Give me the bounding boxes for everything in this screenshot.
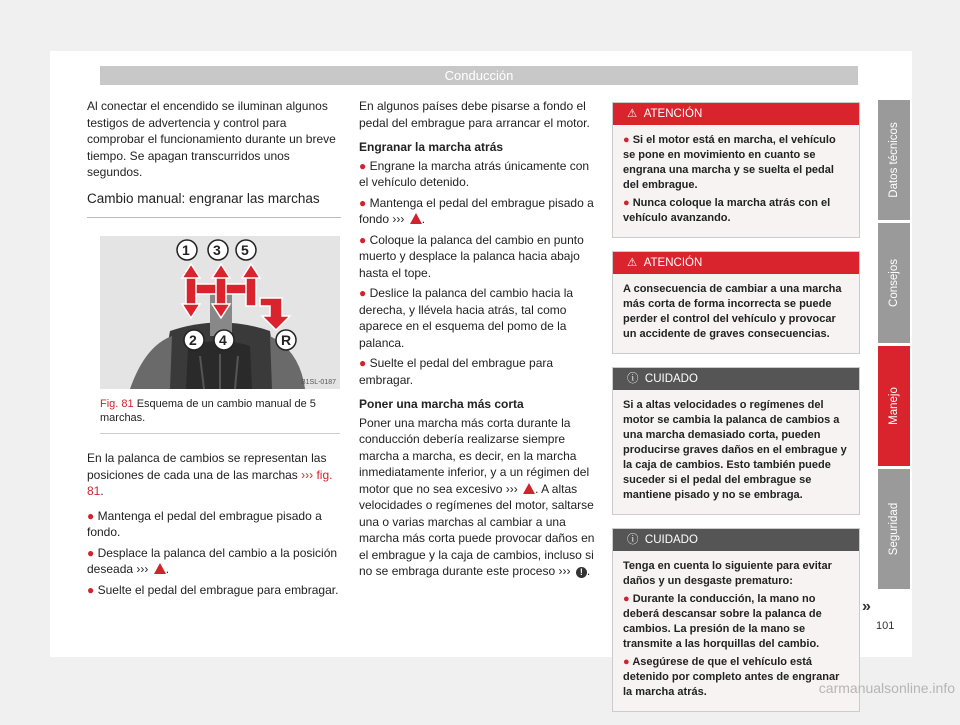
- ref-arrow[interactable]: ›››: [136, 562, 149, 576]
- warning-triangle-icon: [154, 563, 166, 574]
- column-middle: [359, 98, 599, 588]
- gear-label-1: 1: [182, 242, 190, 258]
- intro-paragraph: Al conectar el encendido se iluminan algunos testigos de advertencia y control para comprobar el funcionamiento durante un breve tiempo. Se apagan transcurridos unos segundos.: [87, 99, 336, 179]
- paragraph: En algunos países debe pisarse a fondo el pedal del embrague para arrancar el motor.: [359, 99, 590, 130]
- subheading-shorter: Poner una marcha más corta: [359, 397, 524, 411]
- caution-box-header: ⓘ CUIDADO: [613, 368, 859, 390]
- list-item: ● Suelte el pedal del embrague para embragar.: [87, 582, 339, 597]
- list-item: ● Si el motor está en marcha, el vehículo se pone en movimiento en cuanto se engrana una marcha y se suelta el pedal del embrague.: [623, 134, 836, 191]
- section-divider: [87, 217, 341, 218]
- ref-arrow[interactable]: ›››: [558, 564, 571, 578]
- caution-box-header: ⓘ CUIDADO: [613, 529, 859, 551]
- list-item: ● Desplace la palanca del cambio a la posición deseada ››› .: [87, 545, 338, 576]
- warning-triangle-icon: [410, 213, 422, 224]
- warning-box-header: ⚠ ATENCIÓN: [613, 103, 859, 125]
- side-tab-manejo[interactable]: Manejo: [878, 346, 910, 466]
- ref-arrow[interactable]: ›››: [392, 212, 405, 226]
- figure-caption: [100, 397, 340, 425]
- column-left: [87, 98, 341, 602]
- list-item: ● Nunca coloque la marcha atrás con el vehículo avanzando.: [623, 197, 831, 224]
- side-tab-seguridad[interactable]: Seguridad: [878, 469, 910, 589]
- section-title: Cambio manual: engranar las marchas: [87, 190, 320, 206]
- paragraph: Poner una marcha más corta durante la conducción debería realizarse siempre marcha a marcha, es decir, en la marcha inmediatamente inferior, y a un régimen del motor que no sea excesivo ››› . A altas velocidades o regímenes del motor, saltarse una o varias marchas al cambiar a una marcha más corta puede provocar daños en el embrague y la caja de cambios, incluso si no se embraga durante este proceso ››› ! .: [359, 415, 595, 578]
- figure-caption-text: Esquema de un cambio manual de 5 marchas.: [100, 398, 316, 424]
- figure-81: [100, 236, 340, 434]
- ref-arrow[interactable]: ›››: [505, 481, 518, 496]
- warning-box-header: ⚠ ATENCIÓN: [613, 252, 859, 274]
- gear-label-4: 4: [219, 332, 227, 348]
- list-item: ● Deslice la palanca del cambio hacia la derecha, y llévela hacia atrás, tal como aparece en el esquema del pomo de la palanca.: [359, 286, 574, 350]
- side-tab-datos-tecnicos[interactable]: Datos técnicos: [878, 100, 910, 220]
- reverse-steps-list: [359, 158, 599, 389]
- gear-shift-diagram: [100, 236, 340, 389]
- caution-box: [612, 367, 860, 515]
- list-item: ● Suelte el pedal del embrague para embragar.: [359, 356, 554, 387]
- caution-text: Tenga en cuenta lo siguiente para evitar daños y un desgaste prematuro:: [623, 560, 832, 587]
- warning-box: [612, 102, 860, 238]
- gear-label-5: 5: [241, 242, 249, 258]
- warning-box: [612, 251, 860, 354]
- warning-triangle-icon: [523, 483, 535, 494]
- gear-shift-illustration: [100, 236, 340, 389]
- list-item: ● Durante la conducción, la mano no deberá descansar sobre la palanca de cambios. La presión de la mano se transmite a las horquillas del cambio.: [623, 593, 822, 650]
- steps-list: [87, 508, 341, 599]
- page-header: Conducción: [100, 66, 858, 85]
- caution-exclamation-icon: !: [576, 567, 587, 578]
- list-item: ● Mantenga el pedal del embrague pisado a fondo ››› .: [359, 195, 594, 226]
- continue-marker: »: [862, 598, 871, 615]
- watermark: carmanualsonline.info: [818, 680, 955, 696]
- body-text: En la palanca de cambios se representan las posiciones de cada una de las marchas: [87, 451, 327, 482]
- list-item: ● Engrane la marcha atrás únicamente con el vehículo detenido.: [359, 158, 590, 189]
- subheading-reverse: Engranar la marcha atrás: [359, 140, 504, 154]
- body-paragraph: [87, 450, 341, 500]
- body-end: .: [100, 484, 104, 498]
- list-item: ● Asegúrese de que el vehículo está detenido por completo antes de engranar la marcha atrás.: [623, 656, 840, 698]
- list-item: ● Mantenga el pedal del embrague pisado a fondo.: [87, 508, 322, 539]
- list-item: ● Coloque la palanca del cambio en punto muerto y desplace la palanca hacia abajo hasta el tope.: [359, 232, 584, 280]
- figure-code: B1SL-0187: [300, 379, 336, 386]
- gear-label-r: R: [281, 332, 292, 348]
- gear-label-3: 3: [213, 242, 221, 258]
- warning-text: A consecuencia de cambiar a una marcha más corta de forma incorrecta se puede perder el control del vehículo y provocar un accidente de graves consecuencias.: [623, 283, 842, 340]
- caution-text: Si a altas velocidades o regímenes del motor se cambia la palanca de cambios a una marcha demasiado corta, pueden producirse graves daños en el embrague y la caja de cambios. Esto también puede suceder si el pedal del embrague se mantiene pisado y no se embraga.: [623, 399, 847, 501]
- gear-label-2: 2: [189, 332, 197, 348]
- figure-caption-number: Fig. 81: [100, 398, 134, 410]
- side-tab-consejos[interactable]: Consejos: [878, 223, 910, 343]
- column-right: [612, 102, 860, 725]
- page-number: 101: [876, 620, 895, 632]
- figure-reference-link[interactable]: ››› fig. 81: [87, 467, 333, 498]
